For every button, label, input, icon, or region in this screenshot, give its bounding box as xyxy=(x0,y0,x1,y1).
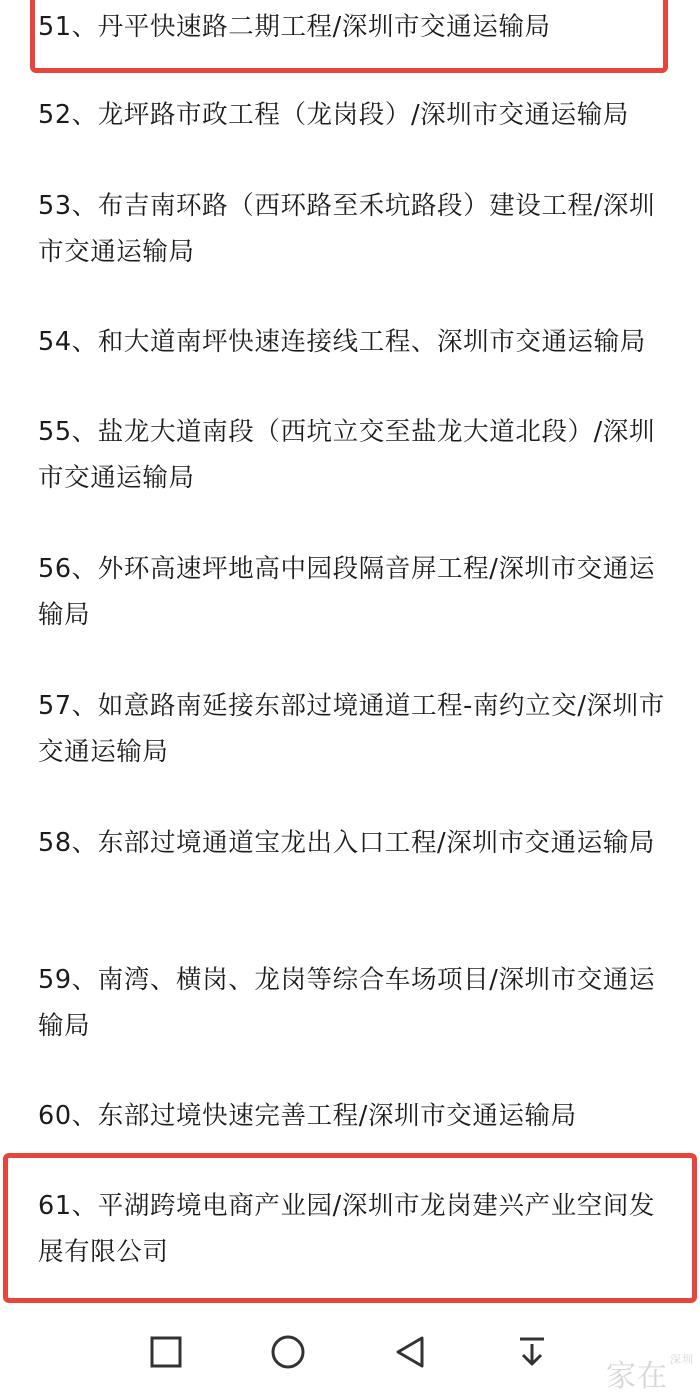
pull-down-button[interactable] xyxy=(510,1330,554,1374)
list-item-58 xyxy=(38,820,670,866)
item-text: 、龙坪路市政工程（龙岗段）/深圳市交通运输局 xyxy=(71,100,629,130)
item-text: 、东部过境通道宝龙出入口工程/深圳市交通运输局 xyxy=(71,828,656,858)
highlight-box-bottom xyxy=(3,1153,697,1303)
item-number: 61 xyxy=(38,1191,72,1221)
item-number: 52 xyxy=(38,100,72,130)
highlight-box-top xyxy=(30,0,668,73)
item-text: 、东部过境快速完善工程/深圳市交通运输局 xyxy=(71,1101,577,1131)
list-item-60 xyxy=(38,1093,670,1139)
item-text: 、南湾、横岗、龙岗等综合车场项目/深圳市交通运输局 xyxy=(38,965,656,1041)
item-text: 、丹平快速路二期工程/深圳市交通运输局 xyxy=(71,12,551,42)
item-number: 58 xyxy=(38,828,72,858)
item-text: 、盐龙大道南段（西坑立交至盐龙大道北段）/深圳市交通运输局 xyxy=(38,417,656,493)
back-button[interactable] xyxy=(388,1330,432,1374)
item-number: 56 xyxy=(38,554,72,584)
item-number: 57 xyxy=(38,691,72,721)
list-item-52 xyxy=(38,92,670,138)
item-number: 53 xyxy=(38,191,72,221)
item-text: 、平湖跨境电商产业园/深圳市龙岗建兴产业空间发展有限公司 xyxy=(38,1191,656,1267)
item-number: 54 xyxy=(38,327,72,357)
square-icon xyxy=(149,1335,183,1369)
item-text: 、如意路南延接东部过境通道工程-南约立交/深圳市交通运输局 xyxy=(38,691,665,767)
recents-button[interactable] xyxy=(144,1330,188,1374)
back-triangle-icon xyxy=(392,1334,428,1370)
watermark-logo: 家在 $^{深圳}$ xyxy=(606,1353,694,1394)
home-button[interactable] xyxy=(266,1330,310,1374)
item-number: 55 xyxy=(38,417,72,447)
item-text: 、和大道南坪快速连接线工程、深圳市交通运输局 xyxy=(71,327,646,357)
list-item-53 xyxy=(38,183,670,275)
list-item-55 xyxy=(38,409,670,501)
item-text: 、外环高速坪地高中园段隔音屏工程/深圳市交通运输局 xyxy=(38,554,656,630)
circle-icon xyxy=(269,1333,307,1371)
list-item-57 xyxy=(38,683,670,775)
item-number: 51 xyxy=(38,12,72,42)
list-item-54 xyxy=(38,319,670,365)
list-item-56 xyxy=(38,546,670,638)
list-item-59 xyxy=(38,957,670,1049)
download-icon xyxy=(514,1334,550,1370)
item-number: 60 xyxy=(38,1101,72,1131)
navigation-bar xyxy=(0,1310,700,1399)
item-text: 、布吉南环路（西环路至禾坑路段）建设工程/深圳市交通运输局 xyxy=(38,191,656,267)
item-number: 59 xyxy=(38,965,72,995)
